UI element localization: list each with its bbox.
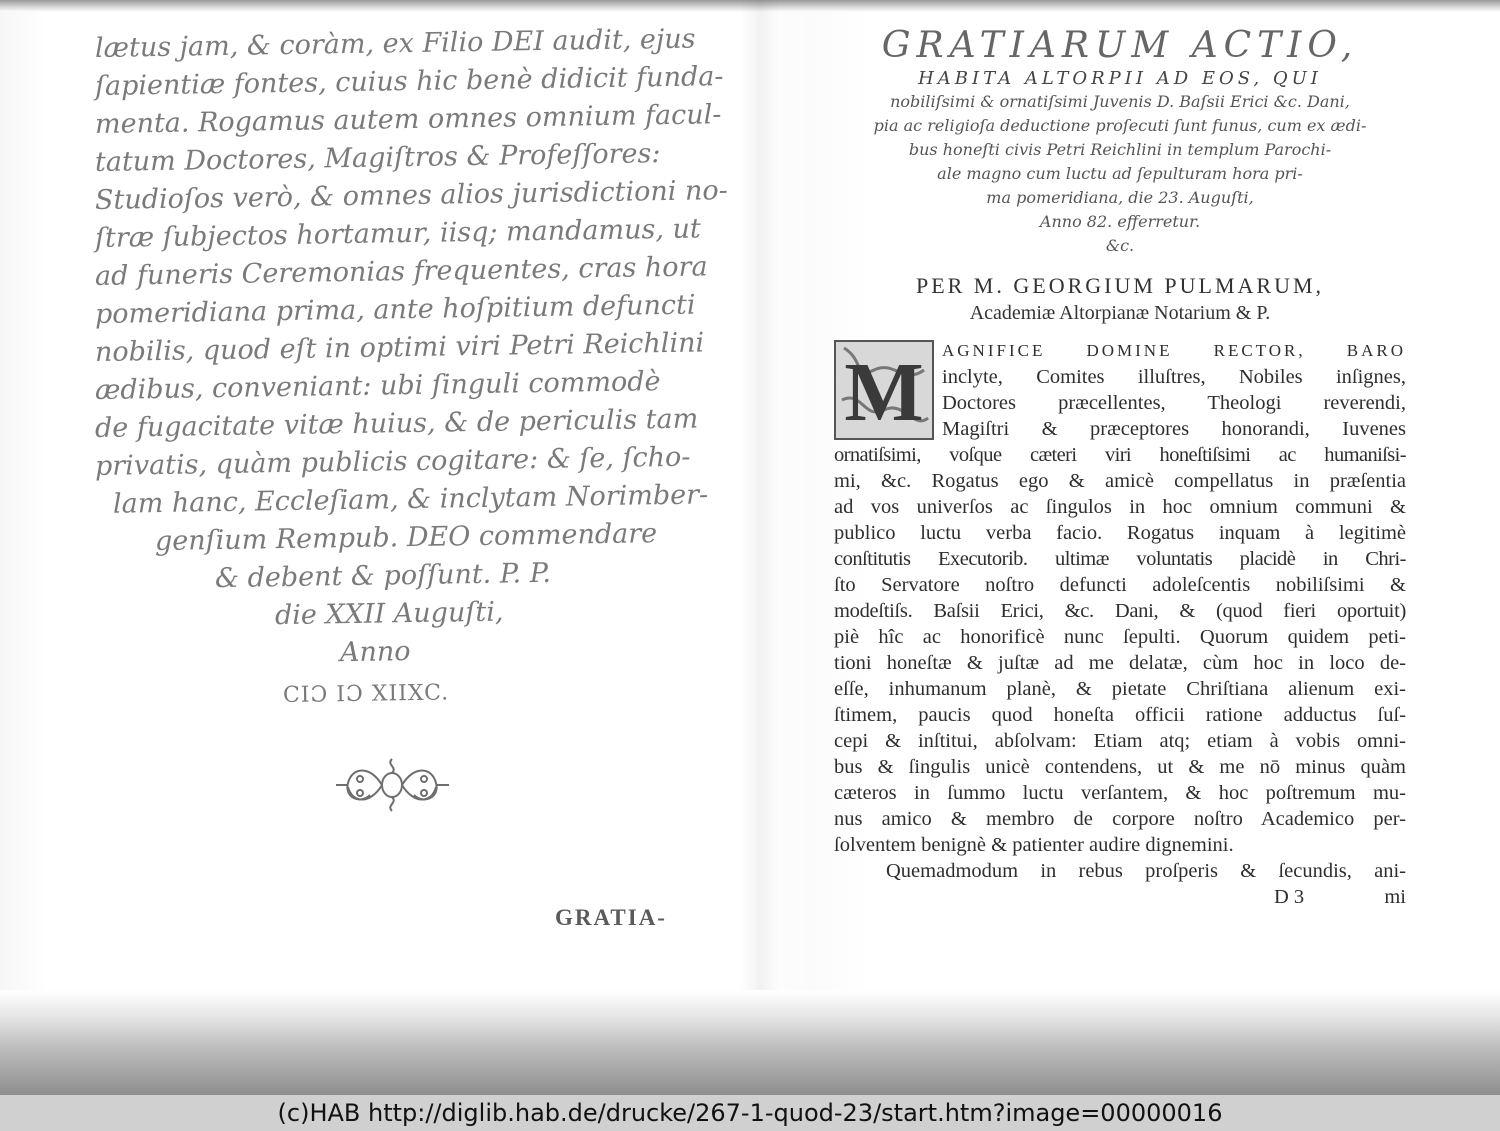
left-text-line: ſapientiæ fontes, cuius hic benè didicit funda- bbox=[94, 61, 724, 102]
left-text-line: nobilis, quod eſt in optimi viri Petri Reichlini bbox=[94, 327, 705, 368]
title-subline: ale magno cum luctu ad ſepulturam hora pri- bbox=[937, 164, 1303, 183]
body-line: ſtimem, paucis quod honeſta officii ratione adductus ſuſ- bbox=[834, 704, 1406, 726]
left-text-line: menta. Rogamus autem omnes omnium facul- bbox=[94, 99, 722, 140]
right-page bbox=[834, 26, 1406, 910]
svg-text:M: M bbox=[844, 346, 924, 439]
left-text-line: lam hanc, Eccleſiam, & inclytam Norimber- bbox=[112, 479, 709, 520]
title-subline: nobiliſsimi & ornatiſsimi Juvenis D. Baſsii Erici &c. Dani, bbox=[890, 92, 1350, 111]
anno-line: Anno bbox=[339, 636, 411, 669]
body-line: cepi & inſtitui, abſolvam: Etiam atq; etiam à vobis omni- bbox=[834, 730, 1406, 752]
body-line: ſto Servatore noſtro defuncti adoleſcentis nobiliſsimi & bbox=[834, 574, 1406, 596]
author-subline: Academiæ Altorpianæ Notarium & P. bbox=[969, 302, 1271, 324]
left-text-line: tatum Doctores, Magiſtros & Profeſſores: bbox=[94, 138, 661, 178]
left-text-line: lætus jam, & coràm, ex Filio DEI audit, ejus bbox=[94, 23, 696, 64]
body-line: inclyte, Comites illuſtres, Nobiles inſignes, bbox=[942, 366, 1406, 388]
body-line: Doctores præcellentes, Theologi reverendi, bbox=[942, 392, 1406, 414]
title-subline: bus honeſti civis Petri Reichlini in templum Parochi- bbox=[908, 140, 1332, 159]
source-footer: (c)HAB http://diglib.hab.de/drucke/267-1-quod-23/start.htm?image=00000016 bbox=[0, 1095, 1500, 1131]
year-line: CIƆ IƆ XIIXC. bbox=[282, 680, 450, 709]
left-text-line: genſium Rempub. DEO commendare bbox=[154, 518, 658, 558]
book-gutter bbox=[740, 0, 780, 1095]
bottom-page-edge bbox=[0, 990, 1500, 1095]
title-subline: pia ac religioſa deductione proſecuti ſunt funus, cum ex ædi- bbox=[873, 116, 1367, 135]
body-line: cæteros in ſummo luctu verſantem, & hoc poſtremum mu- bbox=[834, 782, 1406, 804]
decorated-initial-m-icon bbox=[834, 340, 934, 440]
body-line: tioni honeſtæ & juſtæ ad me delatæ, cùm hoc in loco de- bbox=[834, 652, 1406, 674]
body-line: bus & ſingulis unicè contendens, ut & me nō minus quàm bbox=[834, 756, 1406, 778]
date-line: die XXII Auguſti, bbox=[274, 596, 504, 632]
title-etc: &c. bbox=[1105, 236, 1135, 255]
body-line: ad vos univerſos ac ſingulos in hoc omnium communi & bbox=[834, 496, 1406, 518]
title-subline: ma pomeridiana, die 23. Auguſti, bbox=[986, 188, 1254, 207]
body-line: modeſtiſs. Baſsii Erici, &c. Dani, & (quod fieri oportuit) bbox=[834, 600, 1406, 622]
title-subline: Anno 82. efferretur. bbox=[1039, 212, 1201, 231]
author-line: PER M. GEORGIUM PULMARUM, bbox=[915, 273, 1325, 298]
left-page bbox=[94, 23, 728, 718]
left-text-line: ſtræ ſubjectos hortamur, iisq; mandamus, ut bbox=[94, 213, 701, 254]
body-line: piè hîc ac honorificè nunc ſepulti. Quorum quidem peti- bbox=[834, 626, 1406, 648]
right-catchword: mi bbox=[1384, 886, 1406, 908]
signature-mark: D 3 bbox=[1274, 886, 1305, 908]
body-text bbox=[834, 338, 1406, 910]
left-text-line: ædibus, conveniant: ubi ſinguli commodè bbox=[94, 366, 661, 406]
body-line: Quemadmodum in rebus proſperis & ſecundis, ani- bbox=[886, 860, 1406, 882]
left-text-line: pomeridiana prima, ante hoſpitium defuncti bbox=[94, 289, 696, 330]
floral-ornament-icon bbox=[330, 755, 455, 815]
page-title: GRATIARUM ACTIO, bbox=[881, 25, 1359, 66]
left-text-line: privatis, quàm publicis cogitare: & ſe, ſcho- bbox=[94, 441, 691, 482]
left-text-line: de fugacitate vitæ huius, & de periculis tam bbox=[94, 403, 699, 444]
body-line: conſtitutis Executorib. ultimæ voluntatis placidè in Chri- bbox=[834, 548, 1406, 570]
body-line: AGNIFICE DOMINE RECTOR, BARO bbox=[942, 341, 1406, 360]
body-line: nus amico & membro de corpore noſtro Academico per- bbox=[834, 808, 1406, 830]
body-line: ſolventem benignè & patienter audire dignemini. bbox=[834, 834, 1234, 856]
left-catchword: GRATIA- bbox=[555, 905, 667, 930]
left-text-line: & debent & poſſunt. P. P. bbox=[214, 557, 552, 595]
left-text-line: ad funeris Ceremonias frequentes, cras hora bbox=[94, 251, 708, 292]
body-line: eſſe, inhumanum planè, & pietate Chriſtiana alienum exi- bbox=[834, 678, 1406, 700]
body-line: publico luctu verba facio. Rogatus inquam à legitimè bbox=[834, 522, 1406, 544]
body-line: Magiſtri & præceptores honorandi, Iuvenes bbox=[942, 418, 1406, 440]
left-text-line: Studioſos verò, & omnes alios jurisdictioni no- bbox=[94, 175, 728, 216]
body-line: ornatiſsimi, voſque cæteri viri honeſtiſsimi ac humaniſsi- bbox=[834, 444, 1406, 466]
page-footer-line bbox=[834, 884, 1406, 910]
page-subtitle: HABITA ALTORPII AD EOS, QUI bbox=[918, 68, 1322, 89]
body-line: mi, &c. Rogatus ego & amicè compellatus in præſentia bbox=[834, 470, 1406, 492]
